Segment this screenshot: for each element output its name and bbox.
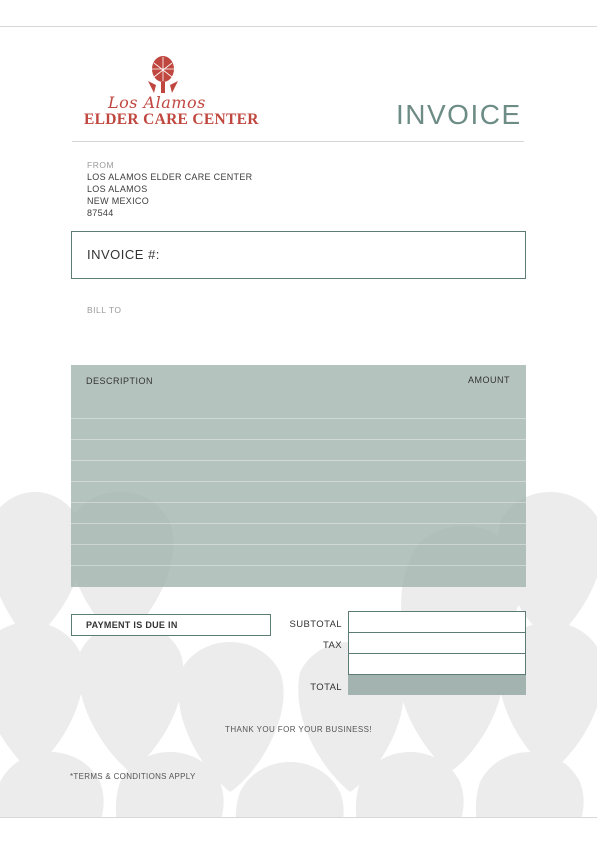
logo-script-text: Los Alamos [108, 93, 206, 112]
table-row [71, 502, 526, 503]
subtotal-field[interactable] [348, 611, 526, 633]
payment-due-field[interactable] [71, 614, 271, 636]
logo-main-text: ELDER CARE CENTER [84, 111, 259, 128]
extra-total-field[interactable] [348, 653, 526, 675]
invoice-number-label: INVOICE #: [87, 247, 160, 262]
invoice-number-field[interactable] [71, 231, 526, 279]
header-divider [72, 141, 524, 142]
terms-note: *TERMS & CONDITIONS APPLY [70, 772, 196, 781]
amount-header: AMOUNT [468, 375, 510, 385]
table-row [71, 481, 526, 482]
subtotal-label: SUBTOTAL [289, 619, 342, 630]
total-label: TOTAL [310, 682, 342, 693]
table-row [71, 565, 526, 566]
invoice-page [0, 26, 597, 818]
company-logo [80, 55, 259, 130]
tax-field[interactable] [348, 632, 526, 654]
from-line-city: LOS ALAMOS [87, 184, 148, 194]
total-field[interactable] [348, 675, 526, 695]
page-title: INVOICE [396, 99, 522, 130]
table-row [71, 523, 526, 524]
thank-you-note: THANK YOU FOR YOUR BUSINESS! [225, 725, 372, 734]
line-items-table[interactable] [71, 365, 526, 587]
from-line-state: NEW MEXICO [87, 196, 150, 206]
table-row [71, 418, 526, 419]
from-label: FROM [87, 160, 115, 170]
from-line-name: LOS ALAMOS ELDER CARE CENTER [87, 172, 253, 182]
description-header: DESCRIPTION [86, 376, 154, 386]
table-row [71, 544, 526, 545]
payment-due-label: PAYMENT IS DUE IN [86, 620, 178, 630]
agave-icon [146, 55, 180, 95]
table-row [71, 439, 526, 440]
tax-label: TAX [323, 640, 342, 651]
from-line-zip: 87544 [87, 208, 114, 218]
table-row [71, 460, 526, 461]
bill-to-label: BILL TO [87, 305, 122, 315]
